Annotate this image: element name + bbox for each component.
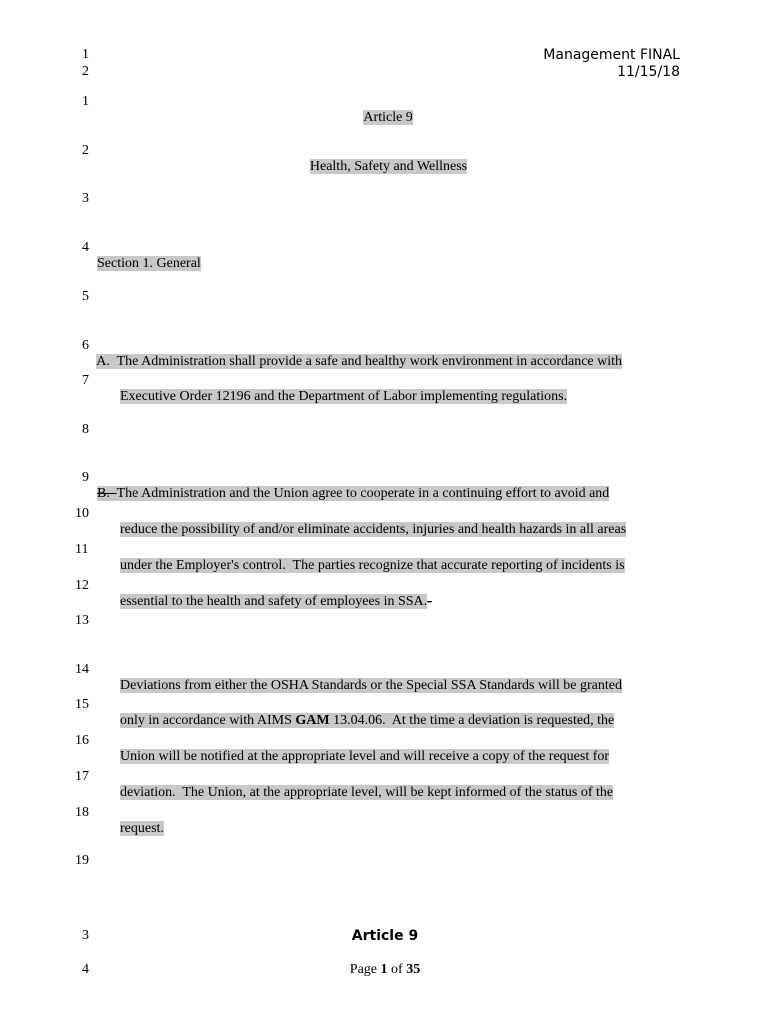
line-number: 14 xyxy=(75,662,89,677)
line-number: 13 xyxy=(75,613,89,628)
section-heading: Section 1. General xyxy=(97,256,201,271)
para-a-text: The Administration shall provide a safe and healthy work environment in accordance with xyxy=(116,354,623,369)
line-number: 9 xyxy=(82,470,89,485)
page-number-total: 35 xyxy=(406,962,421,977)
para-c-line xyxy=(113,697,614,729)
header-line-number: 1 xyxy=(82,47,89,62)
para-b-line xyxy=(113,542,625,574)
para-c-text: Union will be notified at the appropriate level and will receive a copy of the request for xyxy=(120,749,610,764)
header-line-number: 2 xyxy=(82,64,89,79)
line-number: 8 xyxy=(82,422,89,437)
header-title: Management FINAL xyxy=(543,47,680,63)
para-b-text: reduce the possibility of and/or eliminate accidents, injuries and health hazards in all areas xyxy=(120,522,627,537)
para-c-line xyxy=(113,769,613,801)
para-b-text: under the Employer's control. The parties recognize that accurate reporting of incidents is xyxy=(120,558,625,573)
article-subtitle-row xyxy=(0,143,770,175)
line-number: 3 xyxy=(82,191,89,206)
para-b-line xyxy=(90,470,609,502)
para-a-line xyxy=(113,373,567,405)
line-number: 10 xyxy=(75,506,89,521)
para-c-line xyxy=(113,805,164,837)
para-c-bold-term: GAM xyxy=(295,713,330,728)
para-b-line xyxy=(113,506,626,538)
para-a-line xyxy=(90,338,622,370)
footer-line-number: 4 xyxy=(82,962,89,977)
page-number-prefix: Page xyxy=(349,962,381,977)
para-b-gap xyxy=(110,486,117,501)
para-c-text: Deviations from either the OSHA Standards or the Special SSA Standards will be granted xyxy=(120,678,622,693)
para-b-line xyxy=(113,578,432,610)
line-number: 1 xyxy=(82,94,89,109)
line-number: 2 xyxy=(82,143,89,158)
article-subtitle: Health, Safety and Wellness xyxy=(309,159,468,174)
line-number: 7 xyxy=(82,373,89,388)
para-b-text: The Administration and the Union agree to cooperate in a continuing effort to avoid and xyxy=(116,486,610,501)
para-a-text: Executive Order 12196 and the Department of Labor implementing regulations. xyxy=(120,389,568,404)
line-number: 12 xyxy=(75,578,89,593)
page-number xyxy=(0,962,770,978)
line-number: 11 xyxy=(75,542,89,557)
header-date: 11/15/18 xyxy=(617,64,680,80)
para-c-text: only in accordance with AIMS xyxy=(120,713,296,728)
line-number: 19 xyxy=(75,853,89,868)
line-number: 16 xyxy=(75,733,89,748)
para-b-text: essential to the health and safety of employees in SSA. xyxy=(120,594,428,609)
para-a-marker: A. xyxy=(96,354,110,369)
article-title-row xyxy=(0,94,770,126)
line-number: 5 xyxy=(82,289,89,304)
para-c-line xyxy=(113,733,609,765)
para-c-text: deviation. The Union, at the appropriate level, will be kept informed of the status of the xyxy=(120,785,614,800)
article-title: Article 9 xyxy=(363,110,413,125)
line-number: 15 xyxy=(75,697,89,712)
para-c-text: 13.04.06. At the time a deviation is requested, the xyxy=(329,713,615,728)
para-c-line xyxy=(113,662,622,694)
para-a-gap xyxy=(110,354,117,369)
para-c-text: request. xyxy=(120,821,164,836)
para-b-marker: B. xyxy=(97,486,110,501)
line-number: 6 xyxy=(82,338,89,353)
section-heading-row xyxy=(90,240,201,272)
line-number: 4 xyxy=(82,240,89,255)
para-b-trailing-mark: - xyxy=(427,594,432,609)
page-number-of: of xyxy=(387,962,407,977)
page-number-current: 1 xyxy=(380,962,388,977)
footer-line-number: 3 xyxy=(82,928,89,943)
line-number: 18 xyxy=(75,805,89,820)
line-number: 17 xyxy=(75,769,89,784)
footer-article-label: Article 9 xyxy=(351,928,419,944)
